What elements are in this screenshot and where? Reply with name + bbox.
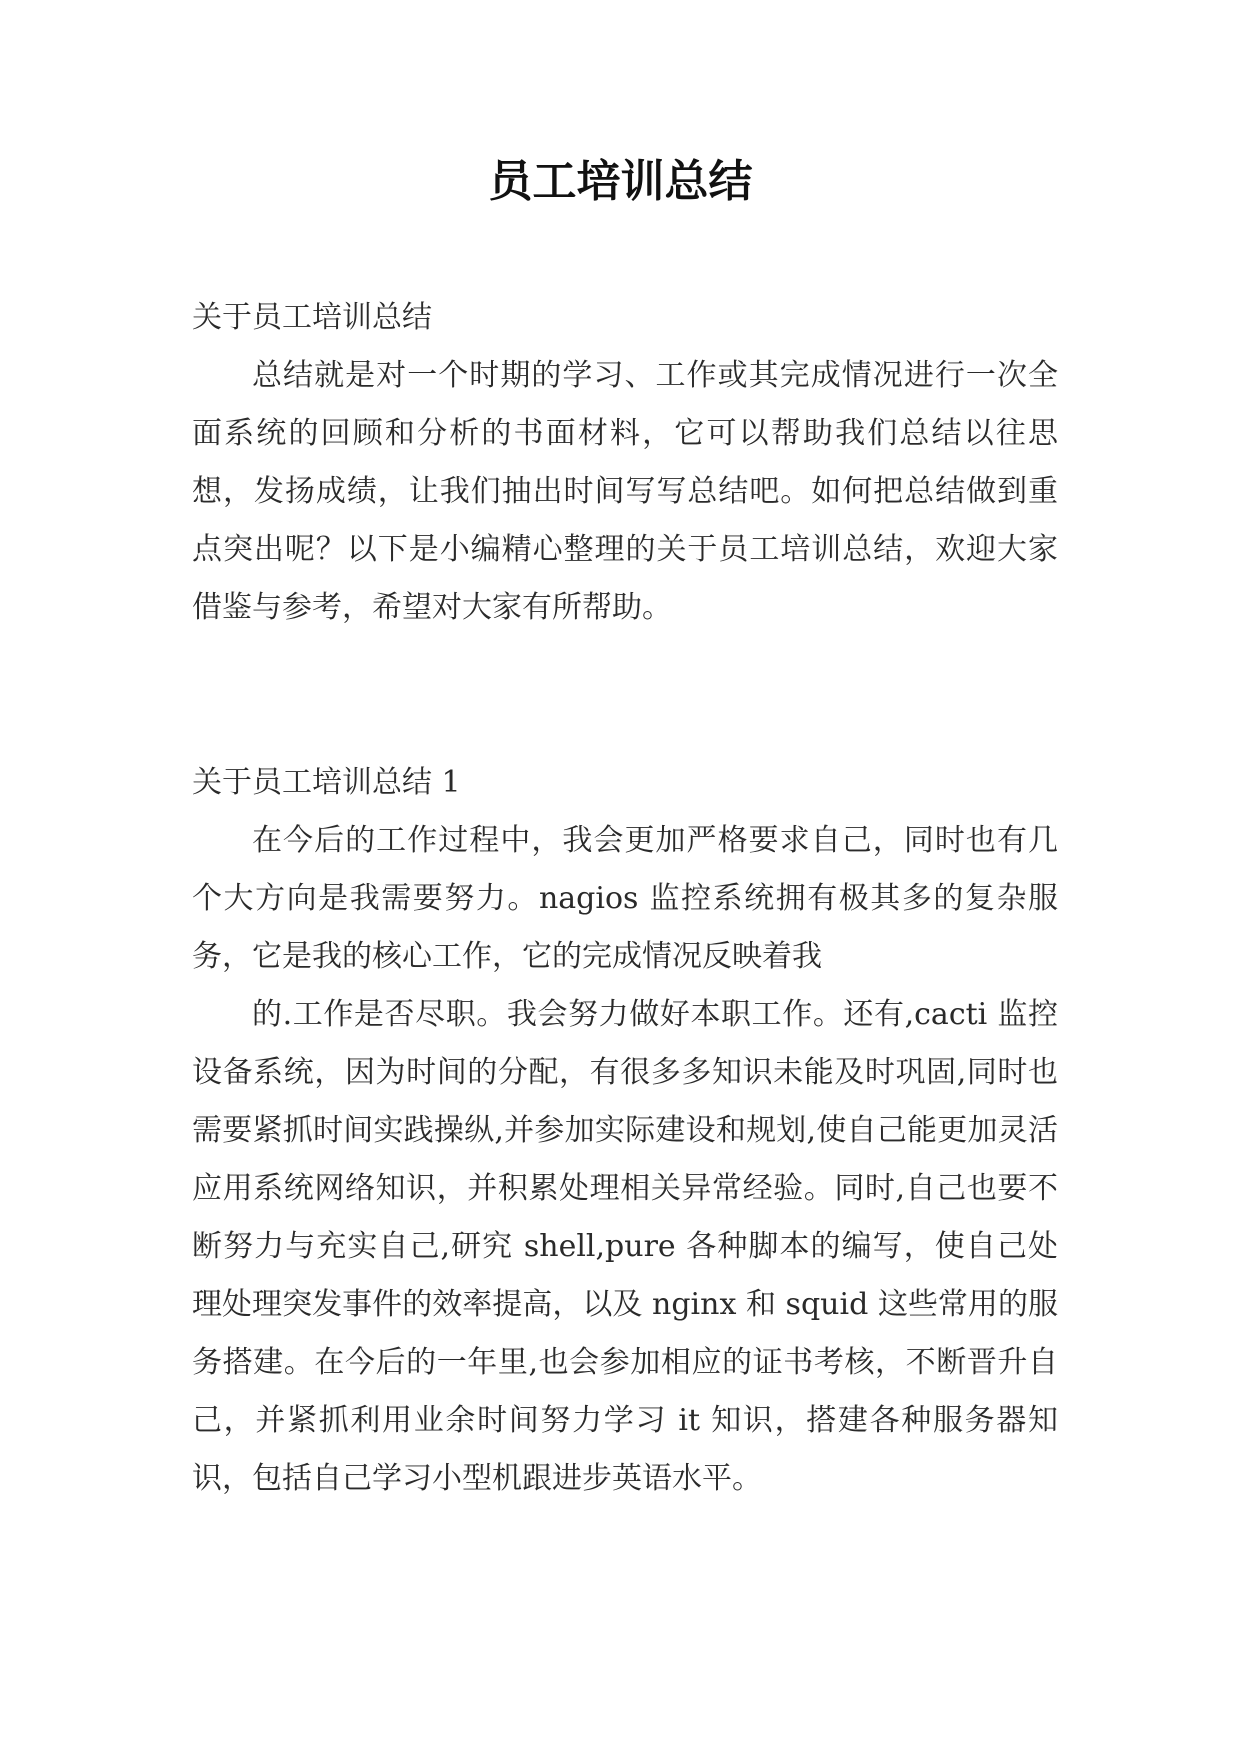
section-intro [192, 289, 1058, 637]
document-title: 员工培训总结 [488, 156, 753, 207]
section-heading: 关于员工培训总结 [192, 300, 432, 335]
paragraph: 的.工作是否尽职。我会努力做好本职工作。还有,cacti 监控设备系统，因为时间的分配，有很多多知识未能及时巩固,同时也需要紧抓时间实践操纵,并参加实际建设和规划,使自己能更加灵活应用系统网络知识，并积累处理相关异常经验。同时,自己也要不断努力与充实自己,研究 shell,pure 各种脚本的编写，使自己处理处理突发事件的效率提高，以及 nginx 和 squid 这些常用的服务搭建。在今后的一年里,也会参加相应的证书考核，不断晋升自己，并紧抓利用业余时间努力学习 it 知识，搭建各种服务器知识，包括自己学习小型机跟进步英语水平。 [192, 997, 1058, 1496]
section-heading: 关于员工培训总结 1 [192, 765, 461, 800]
paragraph: 总结就是对一个时期的学习、工作或其完成情况进行一次全面系统的回顾和分析的书面材料，它可以帮助我们总结以往思想，发扬成绩，让我们抽出时间写写总结吧。如何把总结做到重点突出呢？以下是小编精心整理的关于员工培训总结，欢迎大家借鉴与参考，希望对大家有所帮助。 [192, 358, 1058, 625]
paragraph: 在今后的工作过程中，我会更加严格要求自己，同时也有几个大方向是我需要努力。nagios 监控系统拥有极其多的复杂服务，它是我的核心工作，它的完成情况反映着我 [192, 823, 1058, 974]
section-one [192, 754, 1058, 1508]
